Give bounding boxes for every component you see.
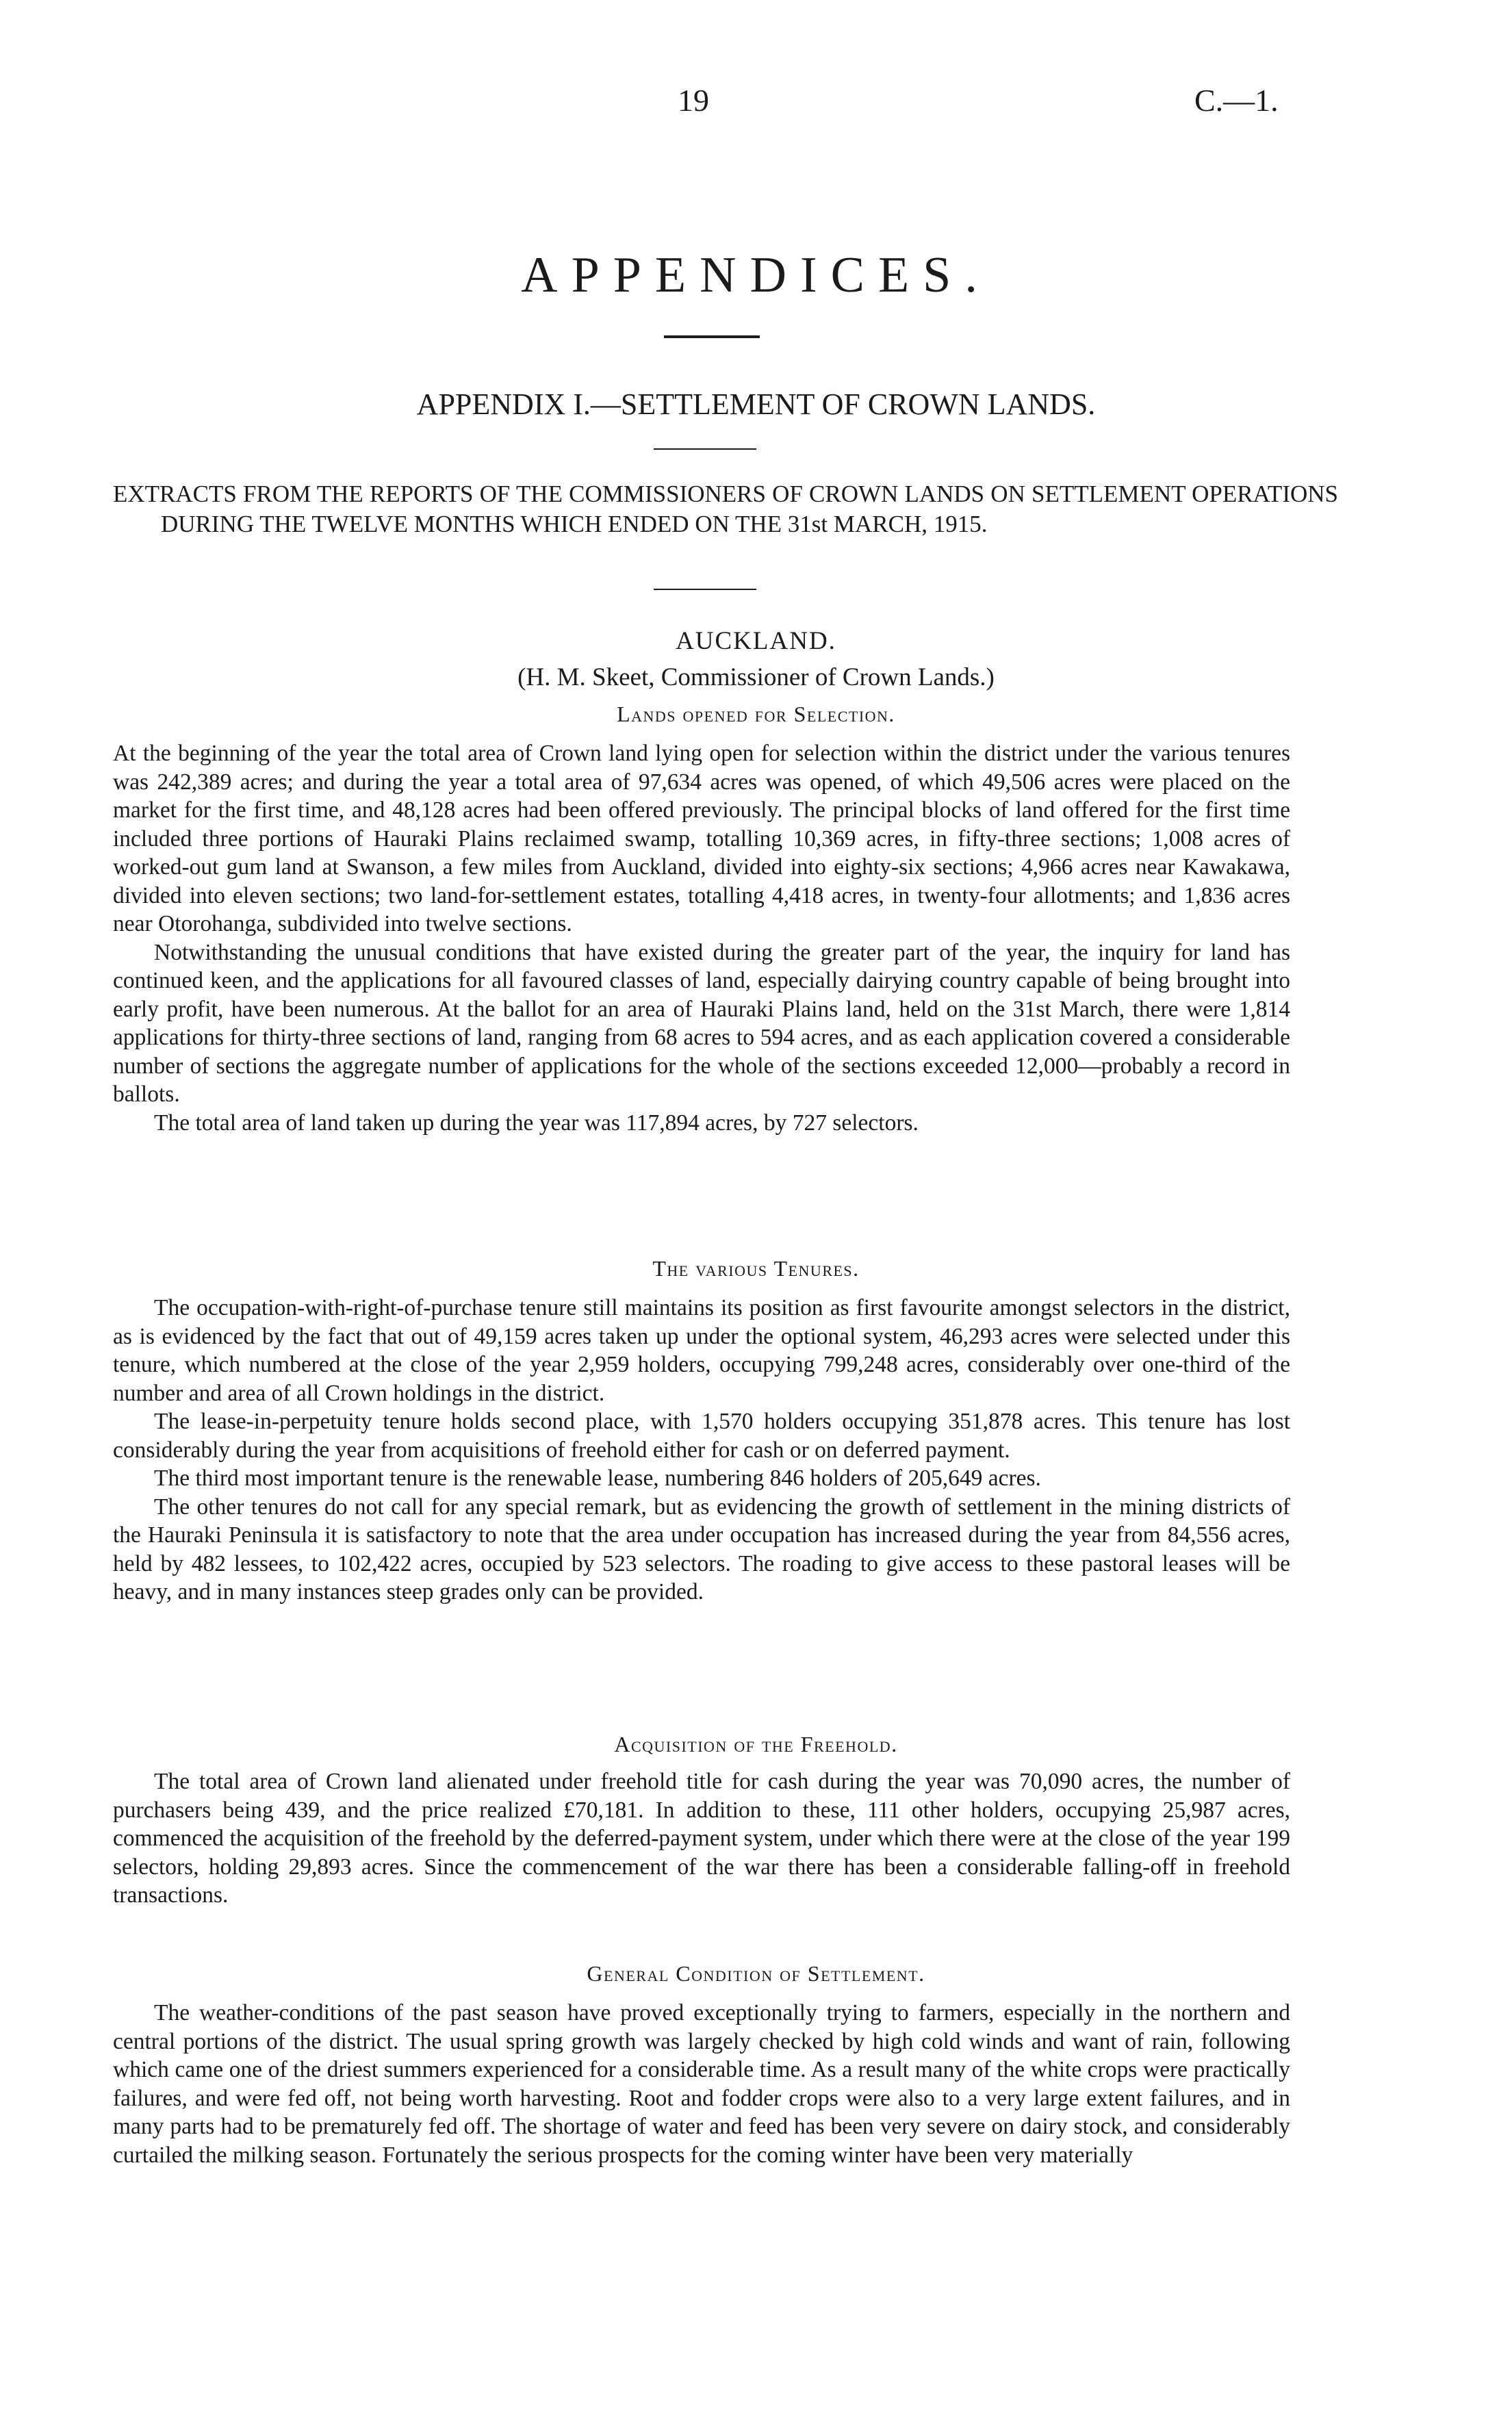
appendix-divider bbox=[654, 448, 756, 450]
paragraph: The other tenures do not call for any special remark, but as evidencing the growth of settlement in the mining districts of the Hauraki Peninsula it is satisfactory to note that the area under occupation has increased during the year from 84,556 acres, held by 482 lessees, to 102,422 acres, occupied by 523 selectors. The roading to give access to these pastoral leases will be heavy, and in many instances steep grades only can be provided. bbox=[113, 1494, 1290, 1604]
section-heading-tenures: The various Tenures. bbox=[652, 1256, 860, 1281]
paragraph: The third most important tenure is the renewable lease, numbering 846 holders of 205,649 acres. bbox=[154, 1466, 1041, 1491]
page-title: APPENDICES. bbox=[521, 247, 991, 303]
paragraph: The total area of Crown land alienated under freehold title for cash during the year was 70,090 acres, the number of purchasers being 439, and the price realized £70,181. In addition to these, 111 other holders, occupying 25,987 acres, commenced the acquisition of the freehold by the deferred-payment system, under which there were at the close of the year 199 selectors, holding 29,893 acres. Since the commencement of the war there has been a considerable falling-off in freehold transactions. bbox=[113, 1769, 1290, 1908]
paragraph: At the beginning of the year the total area of Crown land lying open for selection within the district under the various tenures was 242,389 acres; and during the year a total area of 97,634 acres was opened, of which 49,506 acres were placed on the market for the first time, and 48,128 acres had been offered previously. The principal blocks of land offered for the first time included three portions of Hauraki Plains reclaimed swamp, totalling 10,369 acres, in fifty-three sections; 1,008 acres of worked-out gum land at Swanson, a few miles from Auckland, divided into eighty-six sections; 4,966 acres near Kawakawa, divided into eleven sections; two land-for-settlement estates, totalling 4,418 acres, in twenty-four allotments; and 1,836 acres near Otorohanga, subdivided into twelve sections. bbox=[113, 741, 1290, 936]
paragraph: The total area of land taken up during the year was 117,894 acres, by 727 selectors. bbox=[154, 1110, 919, 1136]
page-number: 19 bbox=[678, 83, 709, 118]
paragraph: The lease-in-perpetuity tenure holds second place, with 1,570 holders occupying 351,878 acres. This tenure has lost considerably during the year from acquisitions of freehold either for cash or on deferred payment. bbox=[113, 1409, 1290, 1463]
section-body-tenures bbox=[113, 1294, 1290, 1607]
section-heading-lands-opened: Lands opened for Selection. bbox=[617, 702, 895, 726]
region-heading: AUCKLAND. bbox=[676, 627, 836, 655]
extract-heading: EXTRACTS FROM THE REPORTS OF THE COMMISSIONERS OF CROWN LANDS ON SETTLEMENT OPERATIONS DURING THE TWELVE MONTHS WHICH ENDED ON THE 31st MARCH, 1915. bbox=[113, 481, 1338, 537]
title-divider bbox=[664, 335, 760, 338]
document-code: C.—1. bbox=[1194, 83, 1279, 118]
extract-divider bbox=[654, 589, 756, 590]
appendix-heading: APPENDIX I.—SETTLEMENT OF CROWN LANDS. bbox=[416, 387, 1096, 421]
paragraph: Notwithstanding the unusual conditions that have existed during the greater part of the year, the inquiry for land has continued keen, and the applications for all favoured classes of land, especially dairying country capable of being brought into early profit, have been numerous. At the ballot for an area of Hauraki Plains land, held on the 31st March, there were 1,814 applications for thirty-three sections of land, ranging from 68 acres to 594 acres, and as each application covered a considerable number of sections the aggregate number of applications for the whole of the sections exceeded 12,000—probably a record in ballots. bbox=[113, 939, 1290, 1107]
section-body-freehold bbox=[113, 1767, 1290, 1910]
paragraph: The occupation-with-right-of-purchase tenure still maintains its position as first favourite amongst selectors in the district, as is evidenced by the fact that out of 49,159 acres taken up under the optional system, 46,293 acres were selected under this tenure, which numbered at the close of the year 2,959 holders, occupying 799,248 acres, considerably over one-third of the number and area of all Crown holdings in the district. bbox=[113, 1295, 1290, 1406]
section-body-lands-opened bbox=[113, 739, 1290, 1137]
commissioner-line: (H. M. Skeet, Commissioner of Crown Lands.) bbox=[517, 663, 995, 691]
paragraph: The weather-conditions of the past season have proved exceptionally trying to farmers, especially in the northern and central portions of the district. The usual spring growth was largely checked by high cold winds and want of rain, following which came one of the driest summers experienced for a considerable time. As a result many of the white crops were practically failures, and were fed off, not being worth harvesting. Root and fodder crops were also to a very large extent failures, and in many parts had to be prematurely fed off. The shortage of water and feed has been very severe on dairy stock, and considerably curtailed the milking season. Fortunately the serious prospects for the coming winter have been very materially bbox=[113, 2000, 1290, 2168]
section-heading-general-condition: General Condition of Settlement. bbox=[587, 1961, 925, 1986]
section-heading-freehold: Acquisition of the Freehold. bbox=[614, 1732, 898, 1756]
page-header bbox=[0, 82, 1512, 123]
section-body-general-condition bbox=[113, 1999, 1290, 2169]
